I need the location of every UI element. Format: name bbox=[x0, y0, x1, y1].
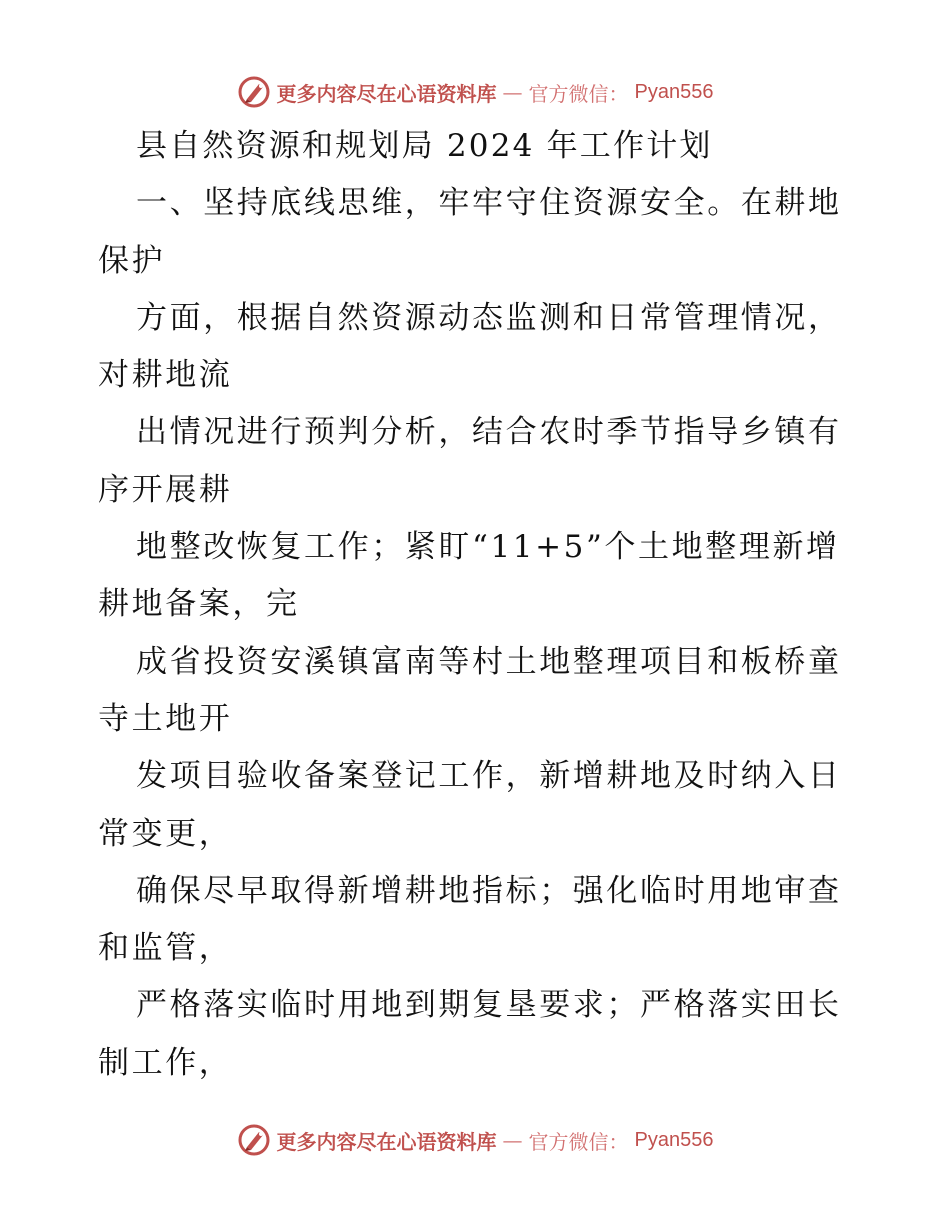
pen-logo-icon bbox=[237, 1123, 271, 1157]
watermark-brand-text: 更多内容尽在心语资料库 bbox=[276, 81, 497, 106]
watermark-dash: — bbox=[502, 1128, 523, 1152]
watermark-wechat-label: 官方微信： bbox=[528, 1129, 629, 1154]
body-line: 出情况进行预判分析，结合农时季节指导乡镇有 bbox=[136, 414, 842, 451]
watermark-wechat-label: 官方微信： bbox=[528, 81, 629, 106]
body-line: 确保尽早取得新增耕地指标；强化临时用地审查 bbox=[136, 872, 842, 909]
body-line: 成省投资安溪镇富南等村土地整理项目和板桥童 bbox=[136, 643, 842, 680]
body-line: 寺土地开 bbox=[98, 700, 233, 737]
body-line: 一、坚持底线思维，牢牢守住资源安全。在耕地 bbox=[136, 185, 842, 222]
body-line: 发项目验收备案登记工作，新增耕地及时纳入日 bbox=[136, 758, 842, 795]
body-line: 常变更， bbox=[98, 815, 233, 852]
body-line: 地整改恢复工作；紧盯“11+5”个土地整理新增 bbox=[136, 529, 840, 566]
body-line: 耕地备案，完 bbox=[98, 586, 300, 623]
watermark-wechat-id: Pyan556 bbox=[634, 1128, 714, 1151]
footer-watermark bbox=[0, 1120, 950, 1160]
body-line: 保护 bbox=[98, 242, 166, 279]
body-line: 制工作， bbox=[98, 1044, 233, 1081]
document-title: 县自然资源和规划局 2024 年工作计划 bbox=[136, 128, 713, 164]
body-line: 严格落实临时用地到期复垦要求；严格落实田长 bbox=[136, 987, 842, 1024]
watermark-brand-text: 更多内容尽在心语资料库 bbox=[276, 1129, 497, 1154]
body-line: 和监管， bbox=[98, 930, 233, 967]
watermark-wechat-id: Pyan556 bbox=[634, 80, 714, 103]
watermark-dash: — bbox=[502, 80, 523, 104]
document-body bbox=[98, 118, 858, 1092]
header-watermark bbox=[0, 72, 950, 112]
body-line: 对耕地流 bbox=[98, 357, 233, 394]
body-line: 方面，根据自然资源动态监测和日常管理情况， bbox=[136, 299, 842, 336]
body-line: 序开展耕 bbox=[98, 471, 233, 508]
pen-logo-icon bbox=[237, 75, 271, 109]
